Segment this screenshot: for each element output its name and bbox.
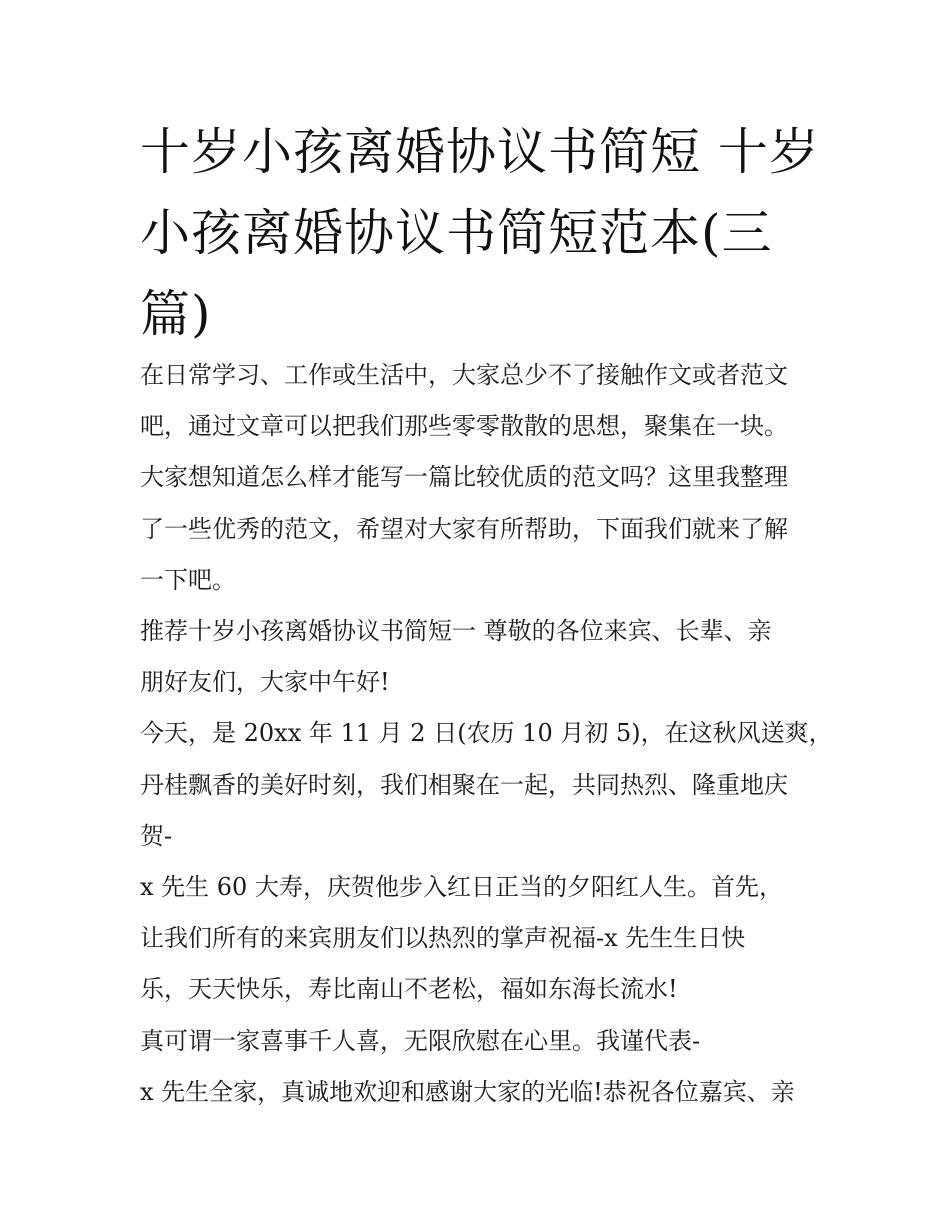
document-title — [140, 112, 820, 355]
body-line-5: 一下吧。 — [140, 565, 236, 594]
title-line-2: 小孩离婚协议书简短范本(三 — [140, 204, 773, 262]
body-line-2: 吧，通过文章可以把我们那些零零散散的思想，聚集在一块。 — [140, 412, 788, 441]
body-line-4: 了一些优秀的范文，希望对大家有所帮助，下面我们就来了解 — [140, 514, 788, 543]
body-line-15: x 先生全家，真诚地欢迎和感谢大家的光临!恭祝各位嘉宾、亲 — [140, 1077, 795, 1106]
title-line-1: 十岁小孩离婚协议书简短 十岁 — [140, 123, 820, 181]
title-line-3: 篇) — [140, 285, 212, 343]
body-line-6: 推荐十岁小孩离婚协议书简短一 尊敬的各位来宾、长辈、亲 — [140, 617, 772, 646]
body-line-11: x 先生 60 大寿，庆贺他步入红日正当的夕阳红人生。首先， — [140, 873, 783, 902]
body-line-7: 朋好友们，大家中午好! — [140, 668, 390, 697]
body-line-9: 丹桂飘香的美好时刻，我们相聚在一起，共同热烈、隆重地庆 — [140, 770, 788, 799]
body-line-12: 让我们所有的来宾朋友们以热烈的掌声祝福-x 先生生日快 — [140, 924, 746, 953]
body-line-3: 大家想知道怎么样才能写一篇比较优质的范文吗？这里我整理 — [140, 463, 788, 492]
body-line-8: 今天，是 20xx 年 11 月 2 日(农历 10 月初 5)，在这秋风送爽， — [140, 719, 833, 748]
document-body — [140, 350, 833, 1118]
body-line-13: 乐，天天快乐，寿比南山不老松，福如东海长流水! — [140, 975, 678, 1004]
body-line-14: 真可谓一家喜事千人喜，无限欣慰在心里。我谨代表- — [140, 1026, 701, 1055]
body-line-1: 在日常学习、工作或生活中，大家总少不了接触作文或者范文 — [140, 361, 788, 389]
body-line-10: 贺- — [140, 821, 173, 850]
